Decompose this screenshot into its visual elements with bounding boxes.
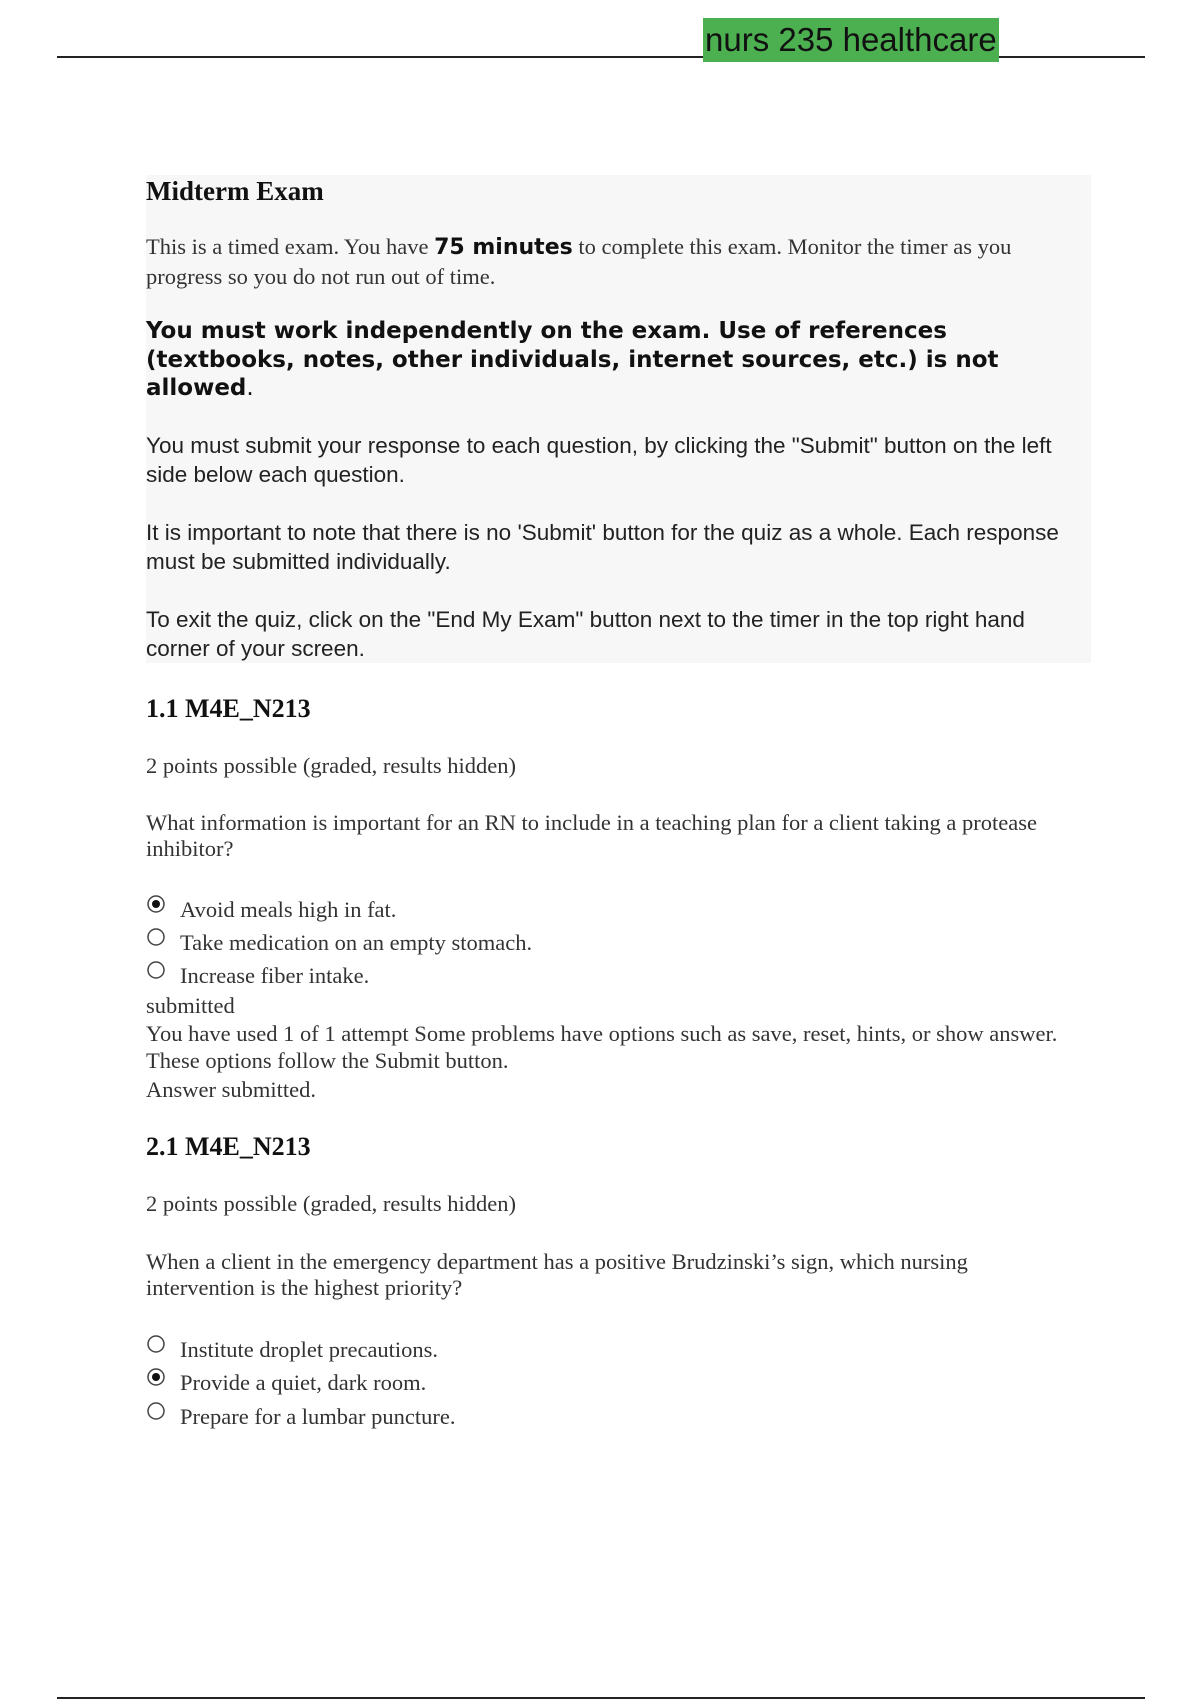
radio-unselected-icon[interactable] [146,1400,168,1422]
q2-option-1-label: Institute droplet precautions. [180,1337,439,1362]
q1-option-1[interactable] [146,896,396,924]
footer-rule [57,1697,1145,1699]
q1-option-3[interactable] [146,962,369,990]
radio-selected-icon[interactable] [146,1366,168,1388]
question-1-attempts: You have used 1 of 1 attempt Some problems have options such as save, reset, hints, or show answer. These options follow the Submit button. [146,1021,1058,1073]
independence-warning [146,317,1066,403]
question-1-text: What information is important for an RN to include in a teaching plan for a client taking a protease inhibitor? [146,810,1037,861]
q1-option-3-label: Increase fiber intake. [180,963,370,988]
question-2-points: 2 points possible (graded, results hidden) [146,1191,516,1216]
exit-instructions: To exit the quiz, click on the "End My Exam" button next to the timer in the top right hand corner of your screen. [146,607,1025,661]
warning-period: . [246,375,254,401]
notice-text-end: to complete this exam. Monitor the timer as you progress so you do not run out of time. [146,234,1012,289]
question-2-text: When a client in the emergency department has a positive Brudzinski’s sign, which nursing intervention is the highest priority? [146,1249,968,1300]
q2-option-3[interactable] [146,1403,456,1431]
course-tag: nurs 235 healthcare [703,18,999,62]
q2-option-1[interactable] [146,1336,438,1364]
individual-submit-note: It is important to note that there is no 'Submit' button for the quiz as a whole. Each response must be submitted individually. [146,520,1059,574]
submit-instructions: You must submit your response to each question, by clicking the "Submit" button on the left side below each question. [146,433,1052,487]
question-2-title: 2.1 M4E_N213 [146,1132,311,1161]
exam-instructions [146,175,1091,663]
q1-option-2-label: Take medication on an empty stomach. [180,930,533,955]
q2-option-3-label: Prepare for a lumbar puncture. [180,1404,456,1429]
question-1-points: 2 points possible (graded, results hidden) [146,753,516,778]
q2-option-2[interactable] [146,1369,426,1397]
warning-text: You must work independently on the exam. Use of references (textbooks, notes, other individuals, internet sources, etc.) is not allowed [146,318,999,401]
time-limit: 75 minutes [434,235,573,260]
notice-text-start: This is a timed exam. You have [146,234,435,259]
q2-option-2-label: Provide a quiet, dark room. [180,1370,427,1395]
radio-unselected-icon[interactable] [146,959,168,981]
q1-option-1-label: Avoid meals high in fat. [180,897,397,922]
question-1-status: submitted [146,993,235,1018]
q1-option-2[interactable] [146,929,532,957]
radio-unselected-icon[interactable] [146,1333,168,1355]
question-1-title: 1.1 M4E_N213 [146,694,311,723]
question-1-result: Answer submitted. [146,1077,316,1102]
timed-exam-notice [146,232,1086,291]
radio-selected-icon[interactable] [146,893,168,915]
exam-title: Midterm Exam [146,176,324,206]
radio-unselected-icon[interactable] [146,926,168,948]
